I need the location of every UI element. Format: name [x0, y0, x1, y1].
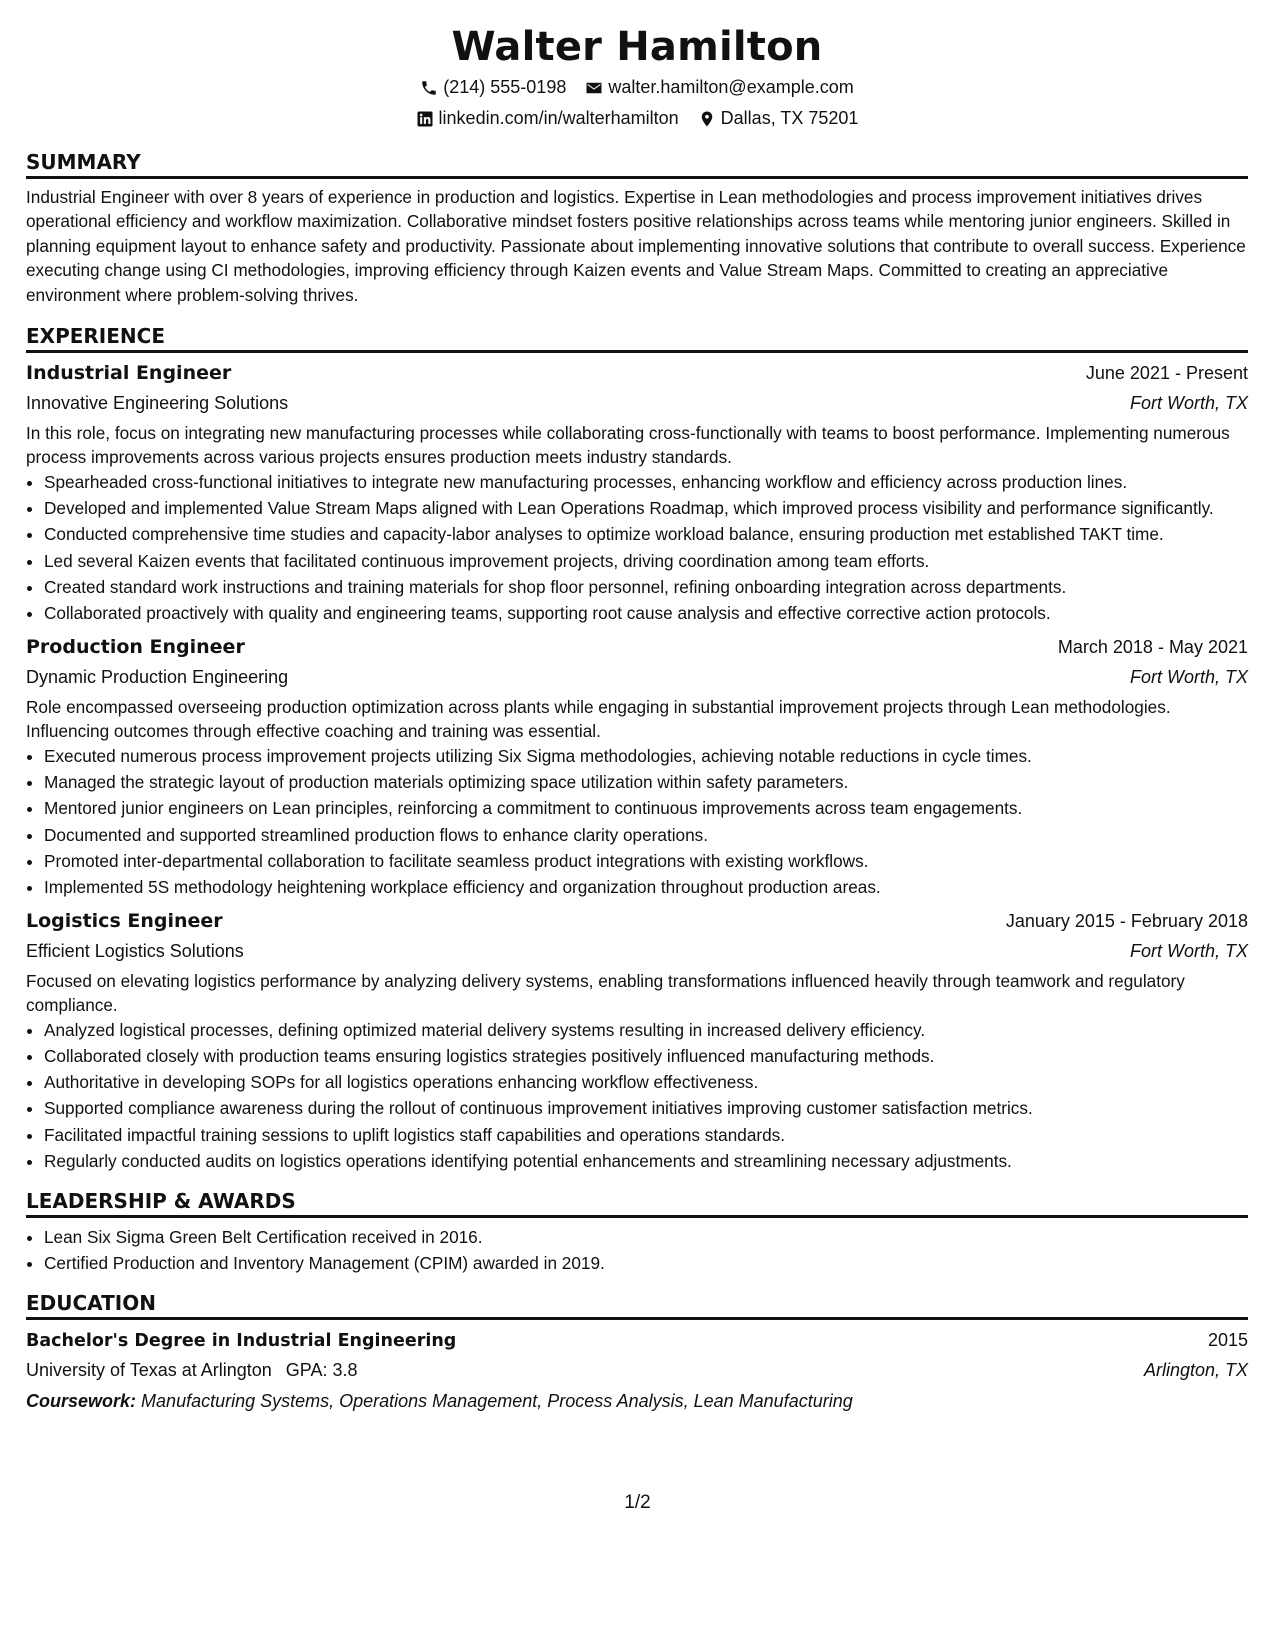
envelope-icon — [585, 79, 603, 97]
candidate-name: Walter Hamilton — [451, 24, 823, 70]
list-item: • Certified Production and Inventory Management (CPIM) awarded in 2019. — [44, 1251, 1248, 1275]
job-bullets — [26, 470, 1248, 625]
location-text: Dallas, TX 75201 — [720, 108, 859, 128]
section-title-education: EDUCATION — [26, 1289, 1248, 1320]
phone-text: (214) 555-0198 — [443, 77, 567, 97]
resume-page — [26, 0, 1248, 1416]
section-title-experience: EXPERIENCE — [26, 322, 1248, 353]
list-item: • Spearheaded cross-functional initiatives to integrate new manufacturing processes, enhancing workflow and efficiency across production lines. — [44, 470, 1248, 494]
awards-list — [26, 1225, 1248, 1275]
contact-email[interactable] — [585, 72, 853, 103]
job-dates: January 2015 - February 2018 — [1005, 910, 1248, 931]
contact-phone — [420, 72, 566, 103]
contact-linkedin[interactable] — [416, 103, 679, 134]
linkedin-icon — [416, 110, 434, 128]
list-item: • Implemented 5S methodology heightening workplace efficiency and organization throughout production areas. — [44, 875, 1248, 899]
list-item: • Mentored junior engineers on Lean principles, reinforcing a commitment to continuous improvements across team engagements. — [44, 796, 1248, 820]
job-location: Fort Worth, TX — [1129, 940, 1248, 961]
edu-school-line — [26, 1355, 358, 1386]
linkedin-text[interactable]: linkedin.com/in/walterhamilton — [438, 108, 679, 128]
job-bullets — [26, 1018, 1248, 1173]
list-item: • Lean Six Sigma Green Belt Certification received in 2016. — [44, 1225, 1248, 1249]
email-text[interactable]: walter.hamilton@example.com — [608, 77, 854, 97]
list-item: • Documented and supported streamlined production flows to enhance clarity operations. — [44, 823, 1248, 847]
job-company: Dynamic Production Engineering — [26, 666, 289, 687]
contact-line-1 — [26, 72, 1248, 103]
job-description: In this role, focus on integrating new manufacturing processes while collaborating cross-functionally with teams to boost performance. Implementing numerous process improvements across various projects ensures production meets industry standards. — [26, 423, 1230, 468]
list-item: • Supported compliance awareness during the rollout of continuous improvement initiatives improving customer satisfaction metrics. — [44, 1096, 1248, 1120]
summary-section — [26, 148, 1248, 307]
contact-line-2 — [26, 103, 1248, 134]
edu-year: 2015 — [1207, 1330, 1248, 1351]
list-item: • Analyzed logistical processes, defining optimized material delivery systems resulting in increased delivery efficiency. — [44, 1018, 1248, 1042]
coursework-text: Manufacturing Systems, Operations Management, Process Analysis, Lean Manufacturing — [141, 1391, 853, 1412]
job-company: Efficient Logistics Solutions — [26, 940, 244, 961]
job-entry — [26, 906, 1248, 1173]
job-entry — [26, 358, 1248, 625]
job-location: Fort Worth, TX — [1129, 393, 1248, 414]
list-item: • Led several Kaizen events that facilitated continuous improvement projects, driving coordination among team efforts. — [44, 549, 1248, 573]
page-number: 1/2 — [624, 1492, 651, 1513]
list-item: • Collaborated proactively with quality and engineering teams, supporting root cause analysis and effective corrective action protocols. — [44, 601, 1248, 625]
map-pin-icon — [698, 110, 716, 128]
section-title-awards: LEADERSHIP & AWARDS — [26, 1187, 1248, 1218]
edu-coursework — [26, 1386, 1248, 1416]
job-dates: June 2021 - Present — [1085, 363, 1248, 384]
list-item: • Collaborated closely with production teams ensuring logistics strategies positively influenced manufacturing methods. — [44, 1044, 1248, 1068]
summary-text: Industrial Engineer with over 8 years of experience in production and logistics. Expertise in Lean methodologies and process improvement initiatives drives operational efficiency and workflow maximization. Collaborative mindset fosters positive relationships across teams while mentoring junior engineers. Skilled in planning equipment layout to enhance safety and productivity. Passionate about implementing innovative solutions that contribute to overall success. Experience executing change using CI methodologies, improving efficiency through Kaizen events and Value Stream Maps. Committed to creating an appreciative environment where problem-solving thrives. — [26, 187, 1246, 305]
list-item: • Regularly conducted audits on logistics operations identifying potential enhancements and streamlining necessary adjustments. — [44, 1149, 1248, 1173]
list-item: • Promoted inter-departmental collaboration to facilitate seamless product integrations with existing workflows. — [44, 849, 1248, 873]
experience-section — [26, 322, 1248, 1173]
job-description: Role encompassed overseeing production optimization across plants while engaging in substantial improvement projects through Lean methodologies. Influencing outcomes through effective coaching and training was essential. — [26, 696, 1171, 741]
job-bullets — [26, 744, 1248, 899]
edu-gpa: GPA: 3.8 — [285, 1360, 358, 1381]
list-item: • Authoritative in developing SOPs for all logistics operations enhancing workflow effectiveness. — [44, 1070, 1248, 1094]
list-item: • Facilitated impactful training sessions to uplift logistics staff capabilities and operations standards. — [44, 1123, 1248, 1147]
list-item: • Created standard work instructions and training materials for shop floor personnel, refining onboarding integration across departments. — [44, 575, 1248, 599]
contact-location — [698, 103, 859, 134]
list-item: • Managed the strategic layout of production materials optimizing space utilization within safety parameters. — [44, 770, 1248, 794]
awards-section — [26, 1187, 1248, 1275]
job-company: Innovative Engineering Solutions — [26, 393, 289, 414]
job-title: Production Engineer — [26, 635, 245, 658]
list-item: • Conducted comprehensive time studies and capacity-labor analyses to optimize workload balance, ensuring production met established TAKT time. — [44, 522, 1248, 546]
edu-school: University of Texas at Arlington — [26, 1360, 272, 1381]
job-title: Industrial Engineer — [26, 362, 232, 385]
phone-icon — [420, 79, 438, 97]
edu-location: Arlington, TX — [1143, 1360, 1248, 1381]
job-description: Focused on elevating logistics performance by analyzing delivery systems, enabling transformations influenced heavily through teamwork and regulatory compliance. — [26, 970, 1185, 1015]
education-section — [26, 1289, 1248, 1416]
job-dates: March 2018 - May 2021 — [1057, 636, 1248, 657]
section-title-summary: SUMMARY — [26, 148, 1248, 179]
list-item: • Executed numerous process improvement projects utilizing Six Sigma methodologies, achieving notable reductions in cycle times. — [44, 744, 1248, 768]
edu-degree: Bachelor's Degree in Industrial Engineering — [26, 1331, 457, 1352]
job-location: Fort Worth, TX — [1129, 666, 1248, 687]
list-item: • Developed and implemented Value Stream Maps aligned with Lean Operations Roadmap, which improved process visibility and performance significantly. — [44, 496, 1248, 520]
job-entry — [26, 632, 1248, 899]
job-title: Logistics Engineer — [26, 909, 223, 932]
coursework-label: Coursework: — [26, 1391, 137, 1412]
